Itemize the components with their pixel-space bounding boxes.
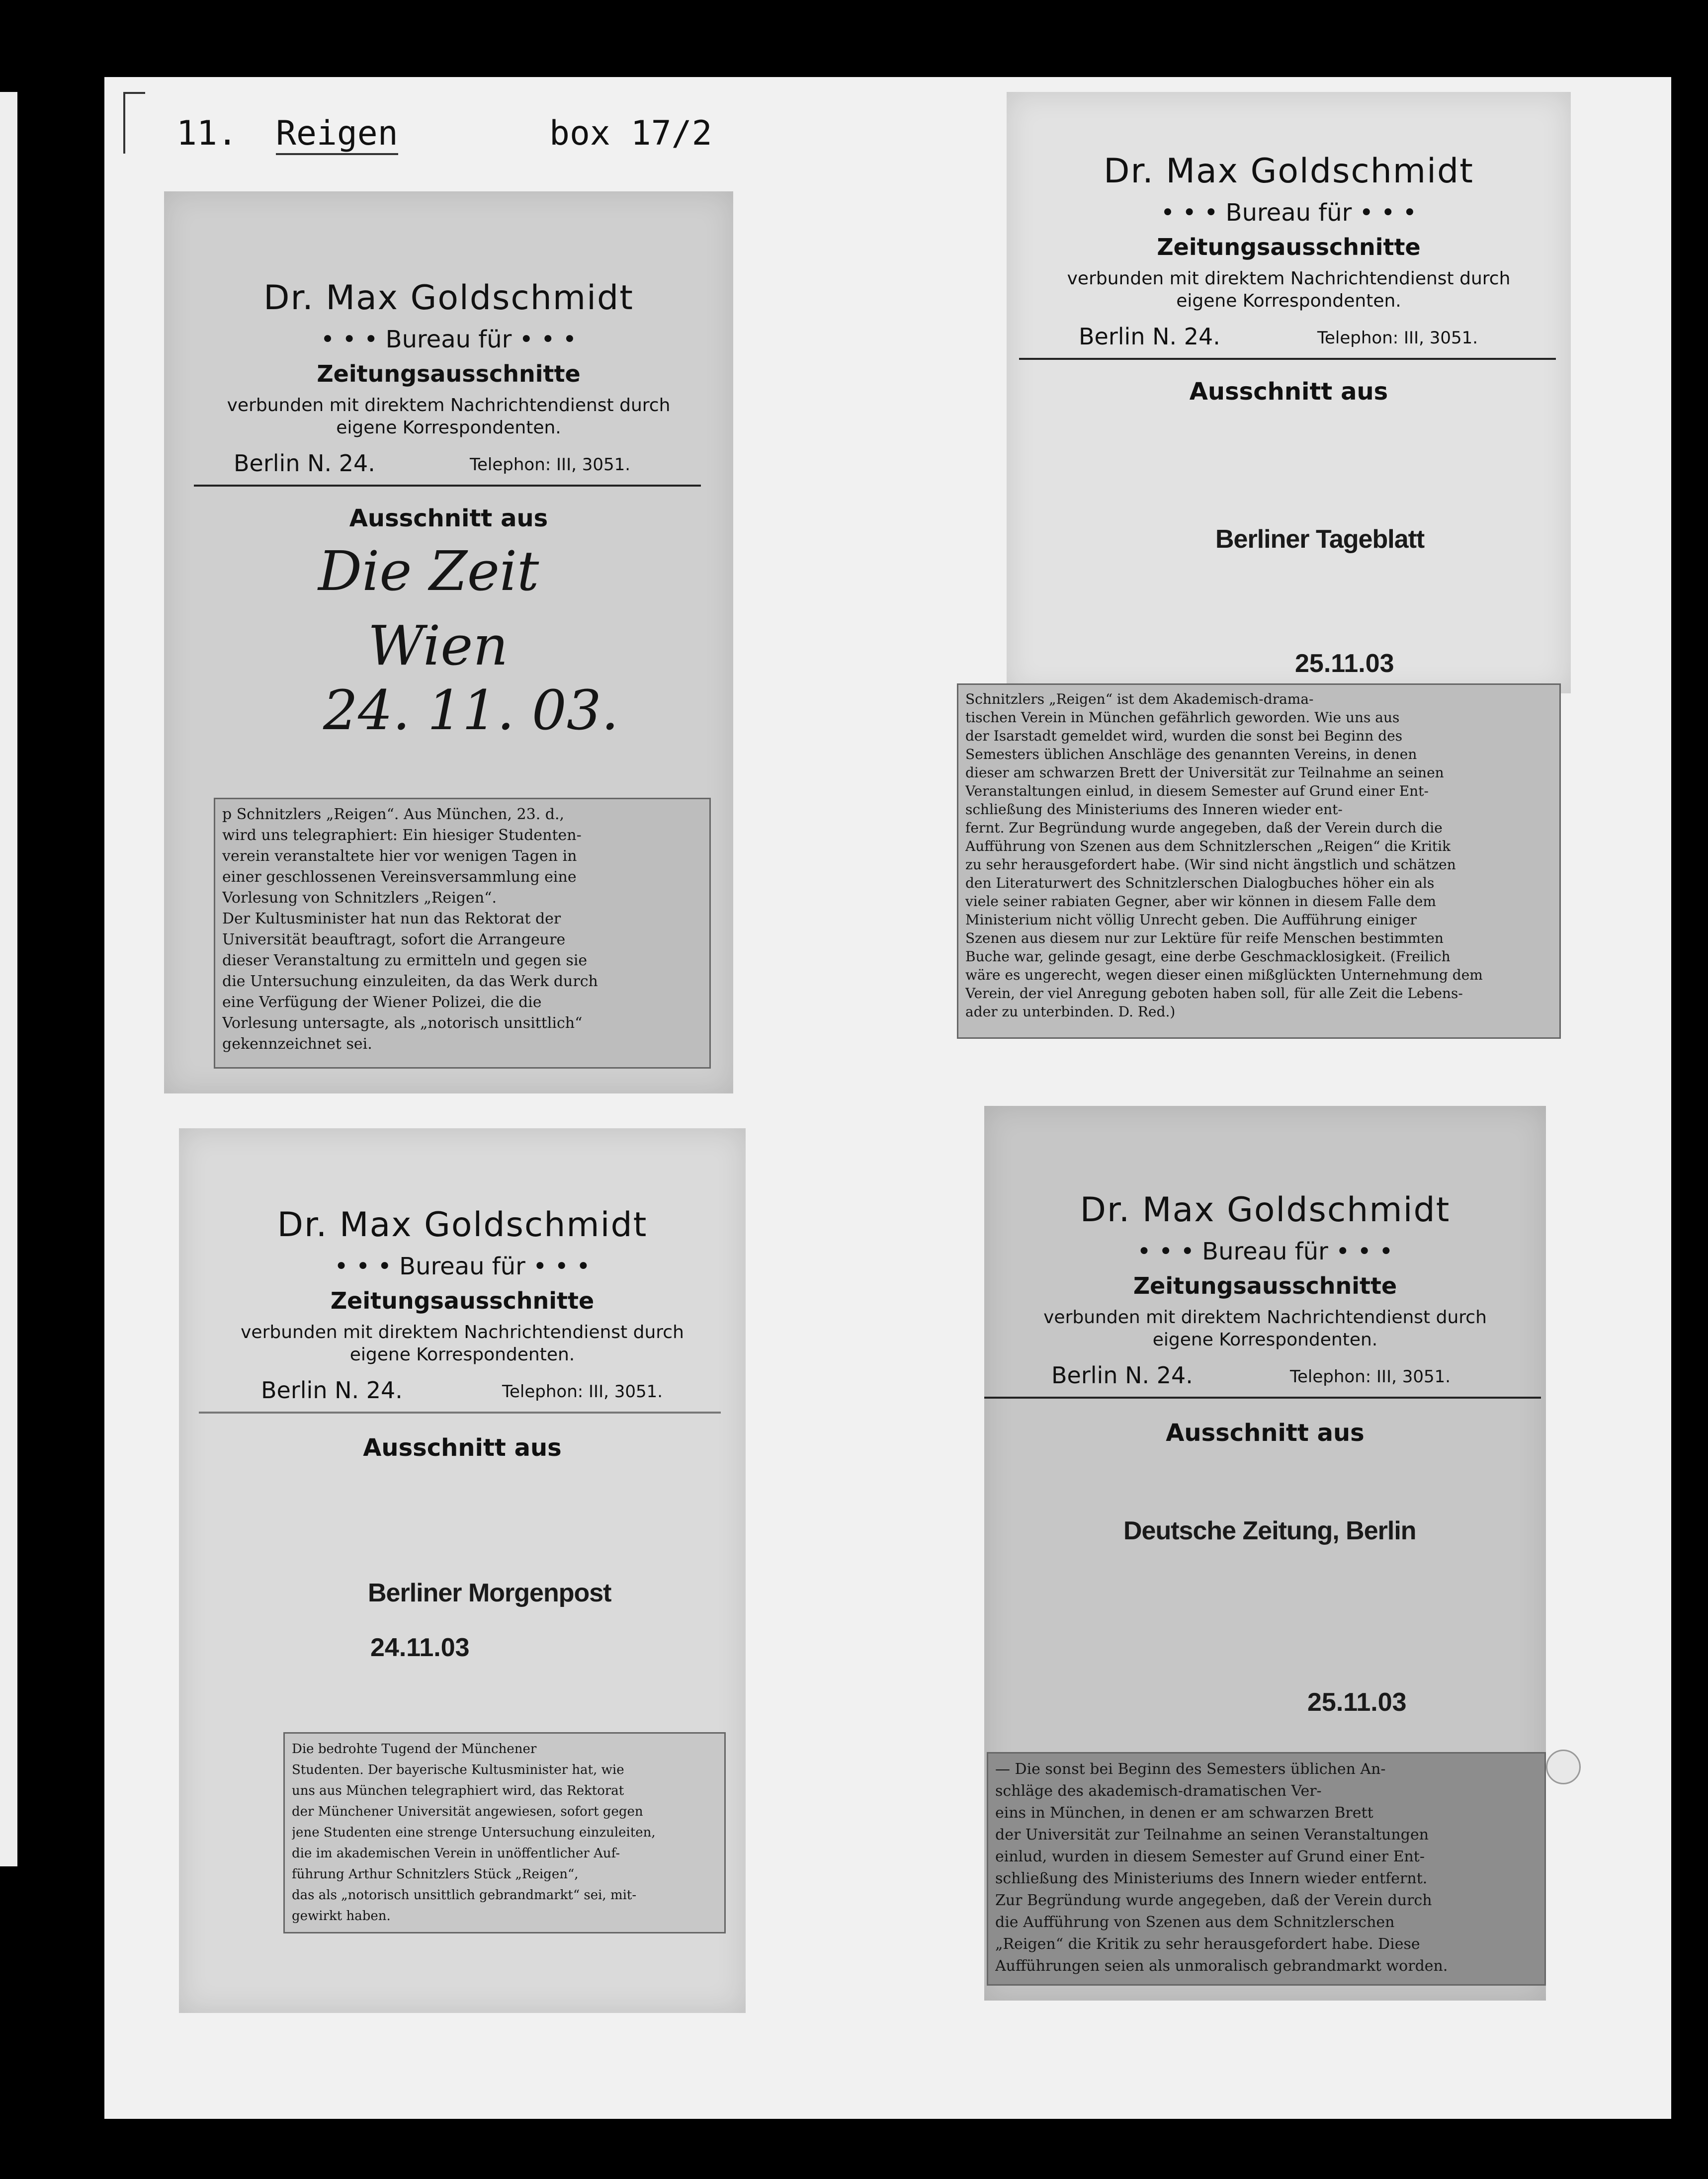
article-line: Ministerium nicht völlig Unrecht geben. Die Aufführung einiger <box>965 912 1417 928</box>
article-line: der Universität zur Teilnahme an seinen Veranstaltungen <box>995 1826 1429 1844</box>
article-line: Die bedrohte Tugend der Münchener <box>292 1742 537 1757</box>
handwritten-date: 24. 11. 03. <box>323 678 619 742</box>
letterhead-name: Dr. Max Goldschmidt <box>1104 152 1474 191</box>
article-line: einlud, wurden in diesem Semester auf Grund einer Ent- <box>995 1848 1425 1865</box>
article-line: Aufführung von Szenen aus dem Schnitzlerschen „Reigen“ die Kritik <box>965 838 1451 854</box>
adjacent-page-edge <box>0 92 17 1866</box>
letterhead-connection: verbunden mit direktem Nachrichtendienst durch <box>1067 268 1511 289</box>
article-line: schließung des Ministeriums des Innern wieder entfernt. <box>995 1870 1428 1887</box>
letterhead-rule <box>199 1412 721 1414</box>
article-line: Universität beauftragt, sofort die Arrangeure <box>222 931 566 948</box>
article-line: das als „notorisch unsittlich gebrandmarkt“ sei, mit- <box>292 1888 637 1903</box>
box-label: box 17/2 <box>549 114 712 153</box>
letterhead-name: Dr. Max Goldschmidt <box>277 1205 648 1245</box>
article-line: die im akademischen Verein in unöffentlicher Auf- <box>292 1846 620 1861</box>
article-line: — Die sonst bei Beginn des Semesters üblichen An- <box>995 1760 1386 1778</box>
letterhead-correspondents: eigene Korrespondenten. <box>336 418 561 438</box>
letterhead-cutout: Ausschnitt aus <box>1189 378 1388 406</box>
article-line: verein veranstaltete hier vor wenigen Tagen in <box>222 847 577 865</box>
article-line: uns aus München telegraphiert wird, das Rektorat <box>292 1783 624 1798</box>
article-line: wäre es ungerecht, wegen dieser einen mißglückten Unternehmung dem <box>965 967 1483 983</box>
article-line: gekennzeichnet sei. <box>222 1035 372 1053</box>
article-line: Aufführungen seien als unmoralisch gebrandmarkt worden. <box>995 1957 1448 1975</box>
letterhead-name: Dr. Max Goldschmidt <box>263 278 634 318</box>
article-line: Studenten. Der bayerische Kultusminister hat, wie <box>292 1762 624 1777</box>
letterhead-city: Berlin N. 24. <box>234 450 375 477</box>
letterhead-connection: verbunden mit direktem Nachrichtendienst durch <box>1043 1307 1487 1328</box>
letterhead-city: Berlin N. 24. <box>1079 323 1220 350</box>
article-line: eins in München, in denen er am schwarzen Brett <box>995 1804 1373 1822</box>
letterhead-subtitle: Zeitungsausschnitte <box>1157 234 1421 260</box>
article-line: schließung des Ministeriums des Inneren wieder ent- <box>965 801 1343 818</box>
letterhead-cutout: Ausschnitt aus <box>363 1434 562 1462</box>
article-line: schläge des akademisch-dramatischen Ver- <box>995 1782 1322 1800</box>
letterhead-phone: Telephon: III, 3051. <box>1317 328 1478 348</box>
article-line: dieser am schwarzen Brett der Universität zur Teilnahme an seinen <box>965 764 1444 781</box>
article-line: dieser Veranstaltung zu ermitteln und gegen sie <box>222 952 588 969</box>
stamp-source: Berliner Morgenpost <box>368 1579 611 1607</box>
letterhead-connection: verbunden mit direktem Nachrichtendienst durch <box>241 1322 684 1342</box>
letterhead-subtitle: Zeitungsausschnitte <box>1133 1272 1397 1299</box>
article-line: Zur Begründung wurde angegeben, daß der Verein durch <box>995 1892 1432 1909</box>
article-line: zu sehr herausgefordert habe. (Wir sind nicht ängstlich und schätzen <box>965 856 1456 873</box>
letterhead-city: Berlin N. 24. <box>1051 1362 1193 1389</box>
article-line: führung Arthur Schnitzlers Stück „Reigen“, <box>292 1867 579 1882</box>
article-line: der Isarstadt gemeldet wird, wurden die sonst bei Beginn des <box>965 728 1403 744</box>
stamp-source: Berliner Tageblatt <box>1215 525 1425 554</box>
article-line: Vorlesung untersagte, als „notorisch unsittlich“ <box>222 1014 583 1032</box>
letterhead-city: Berlin N. 24. <box>261 1377 403 1404</box>
article-line: Schnitzlers „Reigen“ ist dem Akademisch-drama- <box>965 691 1314 707</box>
article-line: die Aufführung von Szenen aus dem Schnitzlerschen <box>995 1914 1395 1931</box>
article-line: der Münchener Universität angewiesen, sofort gegen <box>292 1804 643 1819</box>
letterhead-correspondents: eigene Korrespondenten. <box>1152 1330 1378 1350</box>
letterhead-cutout: Ausschnitt aus <box>349 504 548 532</box>
letterhead-name: Dr. Max Goldschmidt <box>1080 1190 1451 1230</box>
article-line: p Schnitzlers „Reigen“. Aus München, 23. d., <box>222 806 565 823</box>
handwritten-city: Wien <box>368 614 509 677</box>
letterhead-phone: Telephon: III, 3051. <box>470 455 631 475</box>
article-text <box>957 683 1561 1039</box>
letterhead-phone: Telephon: III, 3051. <box>502 1382 663 1402</box>
article-line: eine Verfügung der Wiener Polizei, die die <box>222 994 542 1011</box>
article-line: Der Kultusminister hat nun das Rektorat der <box>222 910 561 927</box>
clipping-berliner-tageblatt <box>1007 92 1571 693</box>
article-line: „Reigen“ die Kritik zu sehr herausgefordert habe. Diese <box>995 1935 1420 1953</box>
stamp-date: 24.11.03 <box>370 1633 470 1662</box>
article-line: Veranstaltungen einlud, in diesem Semester auf Grund einer Ent- <box>965 783 1429 799</box>
article-line: Semesters üblichen Anschläge des genannten Vereins, in denen <box>965 746 1417 762</box>
article-text <box>283 1732 726 1933</box>
article-line: Buche war, gelinde gesagt, eine derbe Geschmacklosigkeit. (Freilich <box>965 948 1451 965</box>
stamp-date: 25.11.03 <box>1307 1688 1407 1717</box>
letterhead-subtitle: Zeitungsausschnitte <box>317 360 581 387</box>
article-line: Verein, der viel Anregung geboten haben soll, für alle Zeit die Lebens- <box>965 985 1463 1002</box>
article-text <box>987 1752 1546 1986</box>
handwritten-source: Die Zeit <box>318 539 539 603</box>
article-line: den Literaturwert des Schnitzlerschen Dialogbuches höher ein als <box>965 875 1435 891</box>
folder-number: 11. <box>176 114 238 153</box>
article-line: wird uns telegraphiert: Ein hiesiger Studenten- <box>222 827 582 844</box>
letterhead-cutout: Ausschnitt aus <box>1166 1419 1365 1447</box>
article-line: Vorlesung von Schnitzlers „Reigen“. <box>222 889 497 907</box>
letterhead-connection: verbunden mit direktem Nachrichtendienst durch <box>227 395 671 416</box>
letterhead-correspondents: eigene Korrespondenten. <box>1176 291 1401 311</box>
stamp-source: Deutsche Zeitung, Berlin <box>1123 1516 1416 1545</box>
corner-bracket <box>123 92 145 154</box>
article-line: Szenen aus diesem nur zur Lektüre für reife Menschen bestimmten <box>965 930 1444 946</box>
folder-title: Reigen <box>276 114 398 155</box>
letterhead-bureau: • • • Bureau für • • • <box>1160 199 1417 227</box>
stamp-date: 25.11.03 <box>1295 649 1394 678</box>
page-header <box>176 97 823 157</box>
letterhead-rule <box>984 1397 1541 1399</box>
letterhead-subtitle: Zeitungsausschnitte <box>330 1287 595 1314</box>
punch-hole-mark <box>1546 1750 1581 1784</box>
article-line: viele seiner rabiaten Gegner, aber wir können in diesem Falle dem <box>965 893 1436 910</box>
article-line: tischen Verein in München gefährlich geworden. Wie uns aus <box>965 709 1400 726</box>
article-line: gewirkt haben. <box>292 1909 391 1924</box>
letterhead-phone: Telephon: III, 3051. <box>1290 1367 1451 1387</box>
letterhead-bureau: • • • Bureau für • • • <box>1137 1238 1393 1265</box>
article-line: fernt. Zur Begründung wurde angegeben, daß der Verein durch die <box>965 820 1443 836</box>
letterhead-rule <box>1019 358 1556 360</box>
article-line: ader zu unterbinden. D. Red.) <box>965 1004 1176 1020</box>
letterhead-rule <box>194 485 701 487</box>
article-text <box>214 798 711 1069</box>
letterhead-bureau: • • • Bureau für • • • <box>334 1253 591 1280</box>
article-line: einer geschlossenen Vereinsversammlung eine <box>222 868 577 886</box>
letterhead-bureau: • • • Bureau für • • • <box>320 326 577 353</box>
article-line: die Untersuchung einzuleiten, da das Werk durch <box>222 973 598 990</box>
article-line: jene Studenten eine strenge Untersuchung einzuleiten, <box>292 1825 656 1840</box>
letterhead-correspondents: eigene Korrespondenten. <box>349 1344 575 1365</box>
